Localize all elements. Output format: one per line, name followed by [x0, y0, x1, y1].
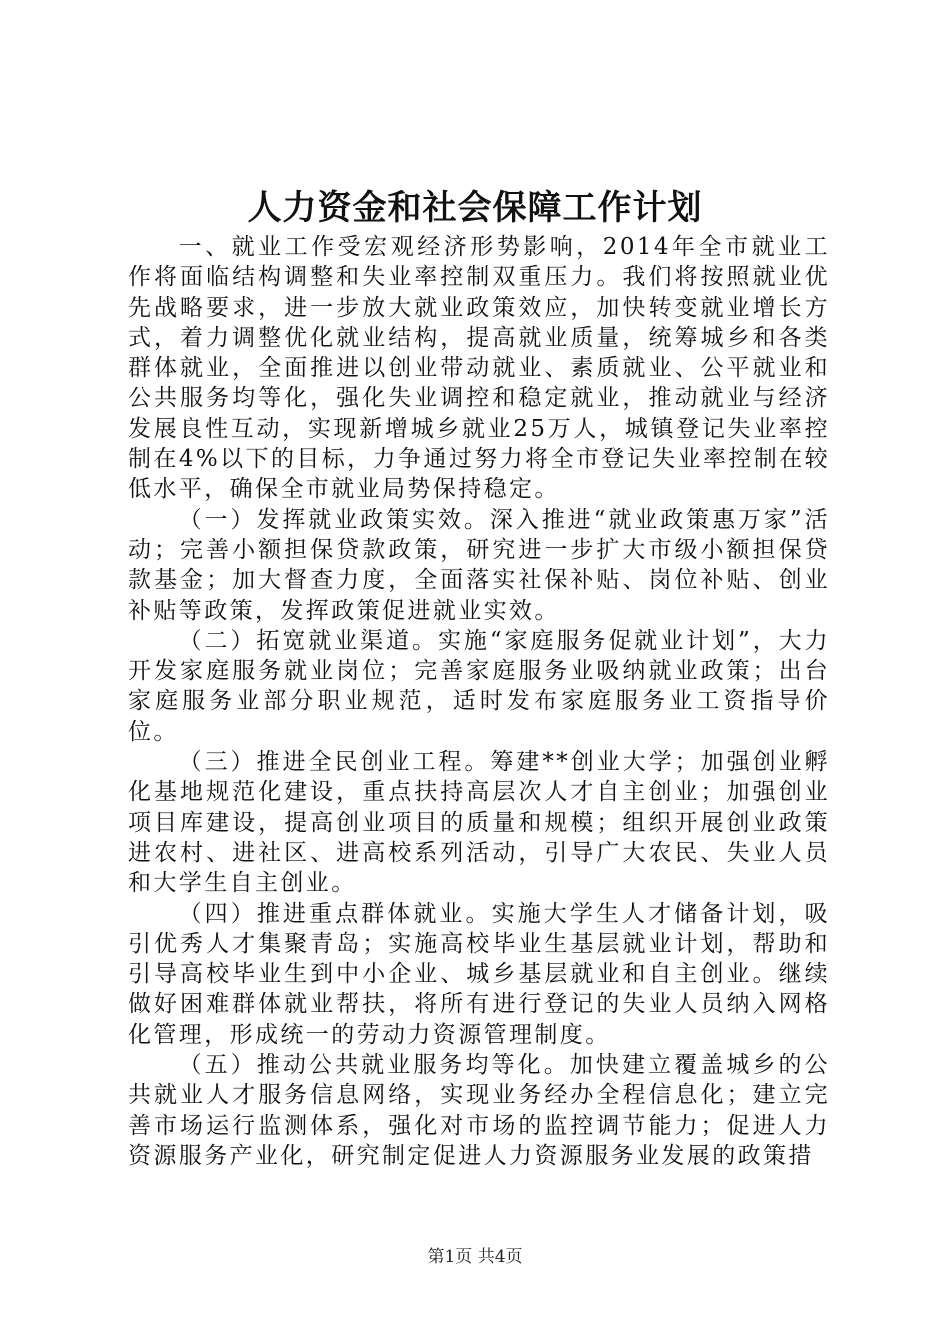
- paragraph-employment-channels: （二）拓宽就业渠道。实施“家庭服务促就业计划”，大力开发家庭服务就业岗位；完善家庭服务业吸纳就业政策；出台家庭服务业部分职业规范，适时发布家庭服务业工资指导价位。: [128, 627, 830, 745]
- paragraph-key-groups: （四）推进重点群体就业。实施大学生人才储备计划，吸引优秀人才集聚青岛；实施高校毕业生基层就业计划，帮助和引导高校毕业生到中小企业、城乡基层就业和自主创业。继续做好困难群体就业帮扶，将所有进行登记的失业人员纳入网格化管理，形成统一的劳动力资源管理制度。: [128, 900, 830, 1048]
- document-title: 人力资金和社会保障工作计划: [247, 188, 703, 228]
- paragraph-entrepreneurship: （三）推进全民创业工程。筹建**创业大学；加强创业孵化基地规范化建设，重点扶持高层次人才自主创业；加强创业项目库建设，提高创业项目的质量和规模；组织开展创业政策进农村、进社区、进高校系列活动，引导广大农民、失业人员和大学生自主创业。: [128, 749, 830, 897]
- document-body: [128, 232, 830, 1171]
- paragraph-employment-overview: 一、就业工作受宏观经济形势影响，2014年全市就业工作将面临结构调整和失业率控制双重压力。我们将按照就业优先战略要求，进一步放大就业政策效应，加快转变就业增长方式，着力调整优化就业结构，提高就业质量，统筹城乡和各类群体就业，全面推进以创业带动就业、素质就业、公平就业和公共服务均等化，强化失业调控和稳定就业，推动就业与经济发展良性互动，实现新增城乡就业25万人，城镇登记失业率控制在4%以下的目标，力争通过努力将全市登记失业率控制在较低水平，确保全市就业局势保持稳定。: [128, 234, 830, 503]
- paragraph-public-services: （五）推动公共就业服务均等化。加快建立覆盖城乡的公共就业人才服务信息网络，实现业务经办全程信息化；建立完善市场运行监测体系，强化对市场的监控调节能力；促进人力资源服务产业化，研究制定促进人力资源服务业发展的政策措: [128, 1052, 830, 1169]
- page-number-footer: 第1页 共4页: [427, 1247, 523, 1267]
- paragraph-employment-policy: （一）发挥就业政策实效。深入推进“就业政策惠万家”活动；完善小额担保贷款政策，研究进一步扩大市级小额担保贷款基金；加大督查力度，全面落实社保补贴、岗位补贴、创业补贴等政策，发挥政策促进就业实效。: [128, 506, 830, 624]
